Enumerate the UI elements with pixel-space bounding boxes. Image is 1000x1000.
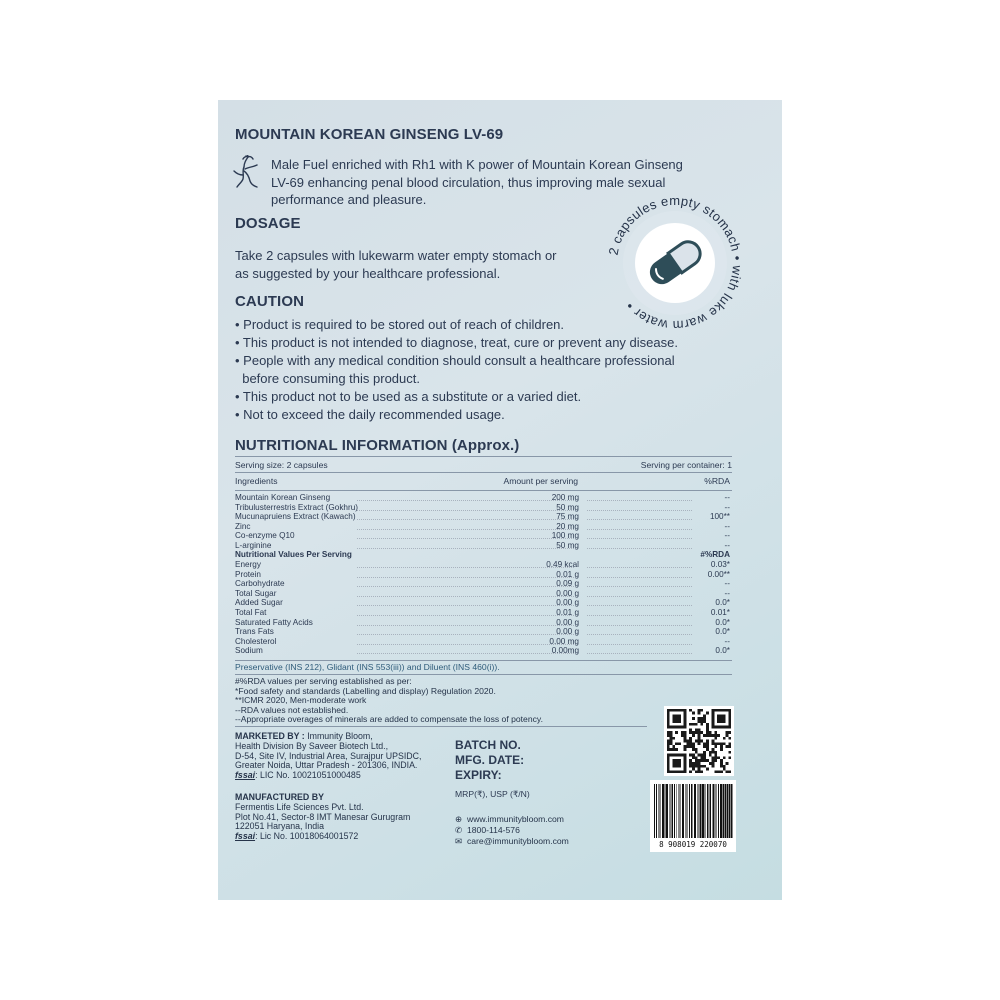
- row-rda: --: [724, 579, 730, 589]
- leader-dots: [357, 625, 574, 626]
- barcode: [650, 780, 736, 852]
- divider: [235, 674, 732, 675]
- row-rda: 0.00**: [707, 569, 730, 579]
- table-row: [235, 570, 732, 580]
- table-row: [235, 589, 732, 599]
- manufactured-lic: : Lic No. 10018064001572: [255, 831, 359, 842]
- leader-dots: [357, 653, 574, 654]
- row-amount: 0.00 g: [556, 617, 579, 627]
- col-rda: %RDA: [704, 476, 730, 486]
- leader-dots: [587, 500, 692, 501]
- row-rda: 0.01*: [710, 608, 730, 617]
- divider: [235, 456, 732, 457]
- table-row: [235, 560, 732, 570]
- table-row: [235, 627, 732, 637]
- row-amount: 20 mg: [556, 521, 579, 531]
- leader-dots: [587, 567, 692, 568]
- footnote: **ICMR 2020, Men-moderate work: [235, 695, 367, 706]
- row-amount: 0.00 g: [556, 588, 579, 598]
- table-row: [235, 646, 732, 656]
- leader-dots: [357, 615, 574, 616]
- row-name: Carbohydrate: [235, 579, 285, 589]
- row-name: Zinc: [235, 521, 251, 531]
- leader-dots: [587, 605, 692, 606]
- divider: [235, 490, 732, 491]
- row-rda: --: [724, 502, 730, 512]
- description-line: Male Fuel enriched with Rh1 with K power of Mountain Korean Ginseng: [271, 157, 683, 172]
- leader-dots: [357, 538, 574, 539]
- row-name: Tribulusterrestris Extract (Gokhru): [235, 502, 358, 512]
- values-heading: Nutritional Values Per Serving: [235, 550, 352, 559]
- row-amount: 200 mg: [551, 493, 579, 502]
- leader-dots: [357, 529, 574, 530]
- row-amount: 75 mg: [556, 512, 579, 522]
- table-row: [235, 493, 732, 503]
- marketed-name: Immunity Bloom,: [307, 731, 373, 741]
- table-row: [235, 503, 732, 513]
- expiry: EXPIRY:: [455, 768, 502, 782]
- row-amount: 0.00 mg: [549, 636, 579, 646]
- table-row: [235, 531, 732, 541]
- dosage-heading: DOSAGE: [235, 215, 301, 232]
- col-ingredients: Ingredients: [235, 476, 278, 486]
- manufactured-label: MANUFACTURED BY: [235, 792, 324, 802]
- leader-dots: [587, 510, 692, 511]
- values-heading-row: [235, 550, 732, 560]
- leader-dots: [357, 634, 574, 635]
- divider: [235, 726, 647, 727]
- caution-item: • This product is not intended to diagnose, treat, cure or prevent any disease.: [235, 335, 678, 350]
- caution-list: [235, 316, 678, 424]
- barcode-bars: [650, 780, 736, 840]
- row-name: L-arginine: [235, 541, 272, 550]
- row-name: Mountain Korean Ginseng: [235, 493, 331, 502]
- manufactured-line: Fermentis Life Sciences Pvt. Ltd.: [235, 801, 364, 812]
- caution-item: • Not to exceed the daily recommended usage.: [235, 407, 505, 422]
- marketed-line: Health Division By Saveer Biotech Ltd.,: [235, 740, 389, 751]
- table-row: [235, 608, 732, 618]
- fssai-logo: fssai: [235, 831, 256, 842]
- row-rda: 0.0*: [715, 617, 730, 627]
- batch-no: BATCH NO.: [455, 738, 521, 752]
- leader-dots: [587, 615, 692, 616]
- marketed-lic: : LIC No. 10021051000485: [255, 770, 361, 781]
- leader-dots: [587, 625, 692, 626]
- row-rda: --: [724, 588, 730, 598]
- table-row: [235, 522, 732, 532]
- caution-item: • This product not to be used as a substitute or a varied diet.: [235, 389, 582, 404]
- website: www.immunitybloom.com: [466, 814, 564, 824]
- row-amount: 50 mg: [556, 502, 579, 512]
- marketed-line: D-54, Site IV, Industrial Area, Surajpur UPSIDC,: [235, 750, 422, 761]
- preservative-note: Preservative (INS 212), Glidant (INS 553(iii)) and Diluent (INS 460(i)).: [235, 662, 500, 672]
- leader-dots: [587, 644, 692, 645]
- leader-dots: [357, 548, 574, 549]
- serving-size: Serving size: 2 capsules: [235, 460, 328, 470]
- row-rda: 0.0*: [715, 646, 730, 656]
- table-row: [235, 618, 732, 628]
- row-name: Saturated Fatty Acids: [235, 617, 313, 627]
- row-name: Trans Fats: [235, 627, 274, 637]
- row-rda: --: [724, 541, 730, 550]
- row-amount: 50 mg: [556, 541, 579, 550]
- leader-dots: [357, 567, 574, 568]
- barcode-number: 8 908019 220070: [659, 840, 727, 849]
- footnote: #%RDA values per serving established as per:: [235, 676, 412, 686]
- values-rda-heading: #%RDA: [700, 550, 730, 559]
- leader-dots: [587, 529, 692, 530]
- description-line: performance and pleasure.: [271, 192, 427, 207]
- description-line: LV-69 enhancing penal blood circulation, thus improving male sexual: [271, 174, 666, 190]
- row-name: Sodium: [235, 646, 263, 656]
- leader-dots: [357, 596, 574, 597]
- row-name: Mucunapruiens Extract (Kawach): [235, 512, 356, 522]
- dosage-line: as suggested by your healthcare professional.: [235, 265, 501, 281]
- leader-dots: [357, 510, 574, 511]
- table-row: [235, 512, 732, 522]
- contact-block: [455, 814, 569, 847]
- serving-per-container: Serving per container: 1: [640, 460, 732, 470]
- manufactured-line: 122051 Haryana, India: [235, 821, 325, 832]
- leader-dots: [587, 538, 692, 539]
- row-amount: 0.00 g: [556, 598, 579, 608]
- leader-dots: [357, 605, 574, 606]
- leader-dots: [587, 653, 692, 654]
- row-rda: 0.03*: [710, 560, 730, 569]
- table-row: [235, 579, 732, 589]
- leader-dots: [587, 577, 692, 578]
- marketed-block: [235, 732, 421, 781]
- row-name: Protein: [235, 569, 261, 579]
- caution-item: before consuming this product.: [235, 371, 420, 386]
- divider: [235, 660, 732, 661]
- fssai-logo: fssai: [235, 770, 256, 781]
- row-amount: 0.49 kcal: [546, 560, 579, 569]
- mail-icon: ✉: [455, 836, 463, 846]
- col-amount: Amount per serving: [503, 476, 578, 486]
- table-row: [235, 637, 732, 647]
- leader-dots: [357, 500, 574, 501]
- footnotes: [235, 677, 543, 725]
- caution-heading: CAUTION: [235, 293, 305, 310]
- row-name: Energy: [235, 560, 261, 569]
- row-name: Added Sugar: [235, 598, 283, 608]
- footnote: --RDA values not established.: [235, 704, 349, 715]
- row-rda: 100**: [709, 512, 730, 522]
- globe-icon: ⊕: [455, 814, 463, 824]
- divider: [235, 472, 732, 473]
- row-amount: 0.01 g: [556, 569, 579, 579]
- batch-block: [455, 738, 524, 783]
- leader-dots: [357, 519, 574, 520]
- footnote: --Appropriate overages of minerals are added to compensate the loss of potency.: [235, 714, 543, 725]
- row-rda: --: [724, 521, 730, 531]
- leader-dots: [587, 548, 692, 549]
- nutrition-heading: NUTRITIONAL INFORMATION (Approx.): [235, 437, 520, 454]
- ginseng-root-icon: [232, 155, 262, 189]
- row-name: Co-enzyme Q10: [235, 531, 295, 541]
- footnote: *Food safety and standards (Labelling and display) Regulation 2020.: [235, 685, 496, 696]
- leader-dots: [587, 634, 692, 635]
- leader-dots: [357, 644, 574, 645]
- row-amount: 0.00 g: [556, 627, 579, 637]
- caution-item: • Product is required to be stored out of reach of children.: [235, 317, 565, 332]
- dosage-line: Take 2 capsules with lukewarm water empty stomach or: [235, 248, 557, 263]
- marketed-label: MARKETED BY :: [235, 731, 305, 741]
- row-name: Cholesterol: [235, 636, 277, 646]
- table-row: [235, 598, 732, 608]
- leader-dots: [587, 586, 692, 587]
- row-rda: 0.0*: [715, 627, 730, 637]
- phone: 1800-114-576: [466, 825, 520, 835]
- row-name: Total Fat: [235, 608, 267, 617]
- dosage-text: [235, 247, 557, 282]
- leader-dots: [357, 577, 574, 578]
- row-rda: 0.0*: [715, 598, 730, 608]
- row-rda: --: [724, 531, 730, 541]
- row-rda: --: [724, 636, 730, 646]
- leader-dots: [587, 596, 692, 597]
- product-title: MOUNTAIN KOREAN GINSENG LV-69: [235, 126, 504, 143]
- mrp-note: MRP(₹), USP (₹/N): [455, 789, 530, 799]
- caution-item: • People with any medical condition should consult a healthcare professional: [235, 353, 675, 368]
- leader-dots: [587, 519, 692, 520]
- row-name: Total Sugar: [235, 588, 277, 598]
- manufactured-line: Plot No.41, Sector-8 IMT Manesar Gurugram: [235, 811, 411, 822]
- row-rda: --: [724, 493, 730, 502]
- product-label-panel: [218, 100, 782, 900]
- manufactured-block: [235, 793, 410, 842]
- marketed-line: Greater Noida, Uttar Pradesh - 201306, INDIA.: [235, 760, 418, 771]
- row-amount: 0.09 g: [556, 579, 579, 589]
- mfg-date: MFG. DATE:: [455, 753, 525, 767]
- badge-text: 2 capsules empty stomach • with luke warm water •: [605, 192, 746, 334]
- phone-icon: ✆: [455, 825, 463, 835]
- row-amount: 100 mg: [551, 531, 579, 541]
- row-amount: 0.01 g: [556, 608, 579, 617]
- leader-dots: [357, 586, 574, 587]
- row-amount: 0.00mg: [551, 646, 579, 656]
- email: care@immunitybloom.com: [466, 836, 569, 846]
- qr-code: [664, 706, 734, 776]
